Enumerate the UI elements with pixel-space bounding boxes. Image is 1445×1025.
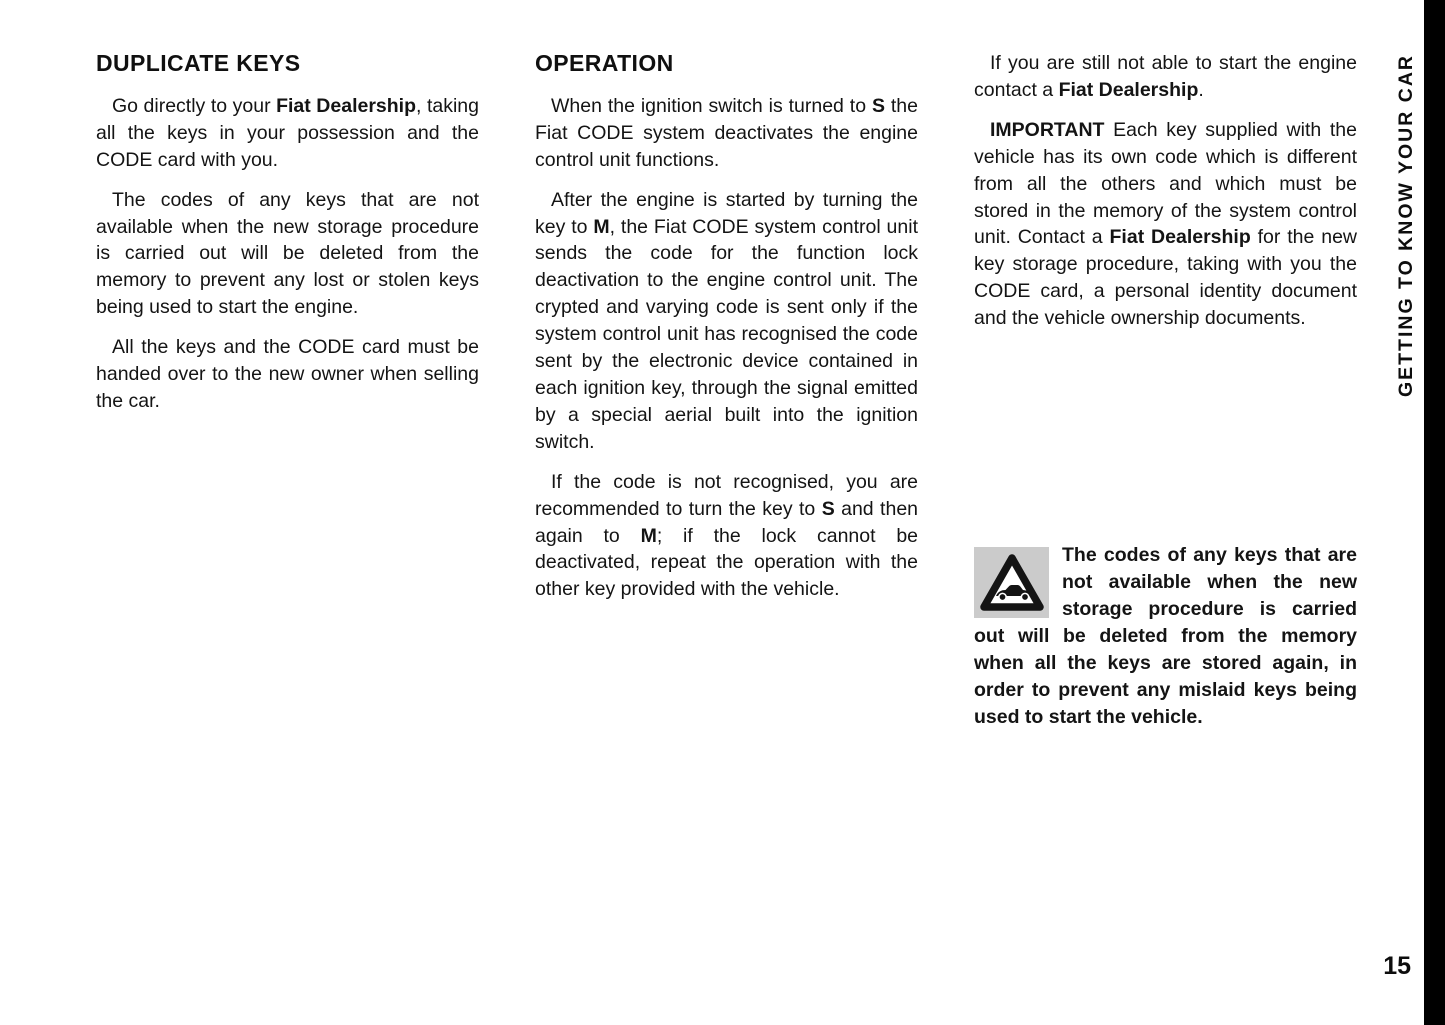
manual-page-content <box>96 50 1357 743</box>
page-edge-strip <box>1424 0 1445 1025</box>
section-heading-duplicate-keys: DUPLICATE KEYS <box>96 50 301 76</box>
warning-text: The codes of any keys that are not available when the new storage procedure is carried out will be deleted from the memory when all the keys are stored again, in order to prevent any mislaid keys being used to start the vehicle. <box>974 544 1357 728</box>
paragraph: The codes of any keys that are not available when the new storage procedure is carried out will be deleted from the memory to prevent any lost or stolen keys being used to start the engine. <box>96 188 479 319</box>
paragraph: If the code is not recognised, you are recommended to turn the key to S and then again to M; if the lock cannot be deactivated, repeat the operation with the other key provided with the vehicle. <box>535 470 919 601</box>
section-heading-operation: OPERATION <box>535 50 674 76</box>
column-notes <box>974 50 1357 743</box>
paragraph: IMPORTANT Each key supplied with the vehicle has its own code which is different from all the others and which must be stored in the memory of the system control unit. Contact a Fiat Dealership for the new key storage procedure, taking with you the CODE card, a personal identity document and the vehicle ownership documents. <box>974 118 1358 330</box>
chapter-tab-label: GETTING TO KNOW YOUR CAR <box>1395 54 1417 398</box>
paragraph: All the keys and the CODE card must be handed over to the new owner when selling the car. <box>96 336 479 412</box>
page-number: 15 <box>1383 952 1411 980</box>
paragraph: If you are still not able to start the engine contact a Fiat Dealership. <box>974 52 1357 101</box>
paragraph: Go directly to your Fiat Dealership, taking all the keys in your possession and the CODE card with you. <box>96 94 479 171</box>
warning-paragraph <box>974 542 1357 730</box>
paragraph: When the ignition switch is turned to S the Fiat CODE system deactivates the engine control unit functions. <box>535 94 918 171</box>
column-duplicate-keys <box>96 50 479 743</box>
column-operation <box>535 50 918 743</box>
warning-note <box>974 542 1357 730</box>
car-warning-triangle-icon <box>974 547 1049 618</box>
paragraph: After the engine is started by turning the key to M, the Fiat CODE system control unit sends the code for the function lock deactivation to the engine control unit. The crypted and varying code is sent only if the system control unit has recognised the code sent by the electronic device contained in each ignition key, through the signal emitted by a special aerial built into the ignition switch. <box>535 188 918 453</box>
